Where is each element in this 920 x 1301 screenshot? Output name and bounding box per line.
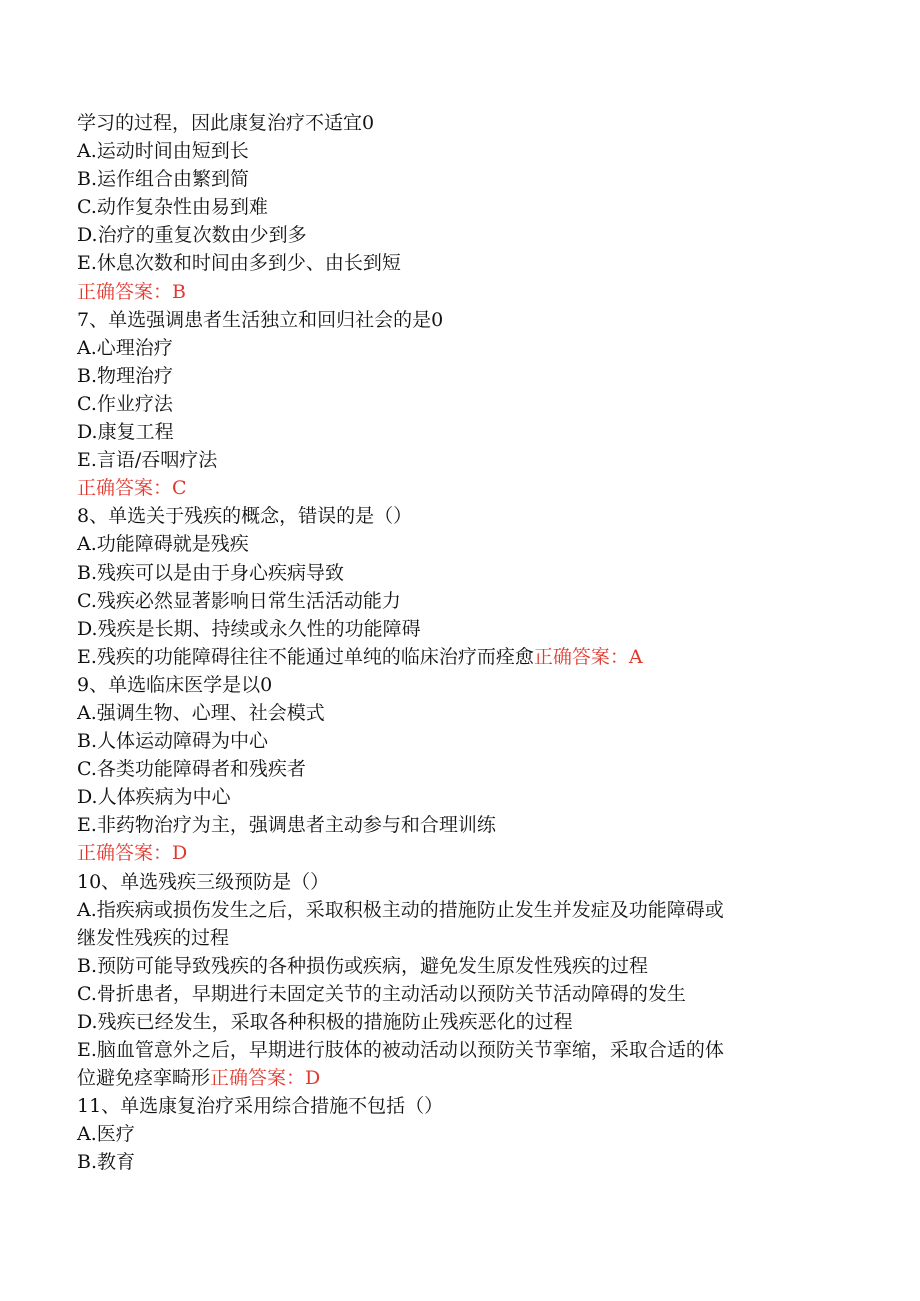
q9-option-b: B.人体运动障碍为中心 [77,730,269,753]
q8-answer: 正确答案：A [533,645,643,668]
q10-option-e-line2-wrap [77,1064,847,1092]
q9-option-a: A.强调生物、心理、社会模式 [77,701,325,724]
q9-question: 9、单选临床医学是以0 [77,673,273,696]
q6-option-c: C.动作复杂性由易到难 [77,196,268,219]
q8-option-e: E.残疾的功能障碍往往不能通过单纯的临床治疗而痊愈 [77,645,534,668]
q10-answer: 正确答案：D [210,1067,321,1090]
q8-question: 8、单选关于残疾的概念，错误的是（） [77,505,413,528]
q7-option-a: A.心理治疗 [77,336,173,359]
question-fragment: 学习的过程，因此康复治疗不适宜0 [77,112,375,134]
q6-answer: 正确答案：B [77,280,186,303]
q7-option-b: B.物理治疗 [77,364,174,387]
q7-question: 7、单选强调患者生活独立和回归社会的是0 [77,308,444,331]
q11-question: 11、单选康复治疗采用综合措施不包括（） [77,1095,444,1118]
q8-option-d: D.残疾是长期、持续或永久性的功能障碍 [77,617,421,640]
q7-option-e: E.言语/吞咽疗法 [77,449,218,472]
document-page [77,109,847,1177]
q10-option-e-line2: 位避免痉挛畸形 [77,1067,211,1090]
q10-option-a-line1: A.指疾病或损伤发生之后，采取积极主动的措施防止发生并发症及功能障碍或 [77,898,724,921]
q8-option-e-line [77,643,847,671]
q6-option-a: A.运动时间由短到长 [77,140,249,163]
q8-option-a: A.功能障碍就是残疾 [77,533,249,556]
q11-option-b: B.教育 [77,1151,136,1174]
q7-option-d: D.康复工程 [77,421,174,444]
q10-option-b: B.预防可能导致残疾的各种损伤或疾病，避免发生原发性残疾的过程 [77,954,649,977]
q7-answer: 正确答案：C [77,477,187,500]
q9-option-c: C.各类功能障碍者和残疾者 [77,758,306,781]
q10-option-e-line1: E.脑血管意外之后，早期进行肢体的被动活动以预防关节挛缩，采取合适的体 [77,1039,724,1062]
q7-option-c: C.作业疗法 [77,392,173,415]
q11-option-a: A.医疗 [77,1123,135,1146]
q6-option-b: B.运作组合由繁到简 [77,168,250,191]
q9-option-d: D.人体疾病为中心 [77,786,231,809]
q6-option-d: D.治疗的重复次数由少到多 [77,224,307,247]
q8-option-c: C.残疾必然显著影响日常生活活动能力 [77,589,401,612]
q10-option-c: C.骨折患者，早期进行未固定关节的主动活动以预防关节活动障碍的发生 [77,982,686,1005]
q10-option-d: D.残疾已经发生，采取各种积极的措施防止残疾恶化的过程 [77,1011,573,1033]
q9-option-e: E.非药物治疗为主，强调患者主动参与和合理训练 [77,814,496,837]
q9-answer: 正确答案：D [77,842,188,865]
q10-question: 10、单选残疾三级预防是（） [77,870,330,893]
q8-option-b: B.残疾可以是由于身心疾病导致 [77,561,345,584]
q10-option-a-line2: 继发性残疾的过程 [77,926,230,949]
q6-option-e: E.休息次数和时间由多到少、由长到短 [77,252,401,275]
